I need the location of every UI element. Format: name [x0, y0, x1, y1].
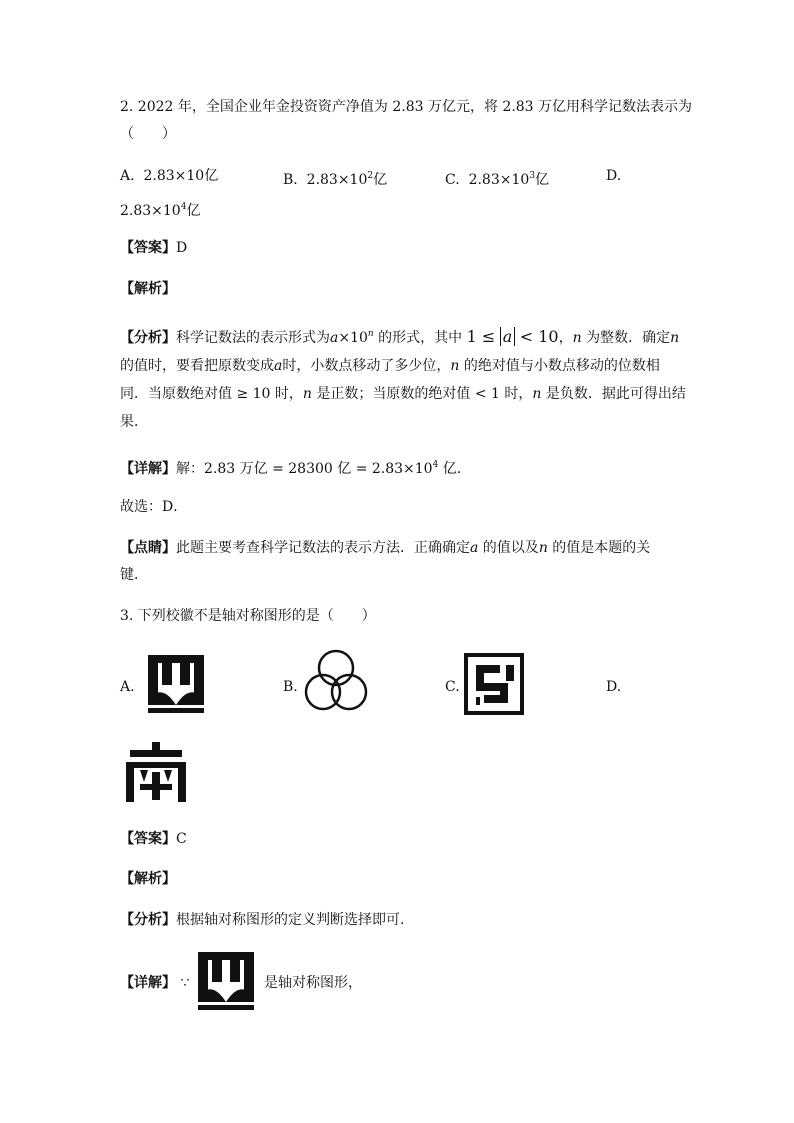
q2-analysis-tag — [120, 279, 176, 299]
q2-fenxi-line4: 果． — [120, 414, 148, 430]
q2-option-d-label: D. — [606, 168, 622, 184]
q3-stem: 3. 下列校徽不是轴对称图形的是（ ） — [120, 608, 376, 624]
q2-fenxi-var-n4: n — [302, 386, 312, 402]
q2-fenxi-var-a: a — [330, 330, 339, 346]
q3-option-d-label: D. — [606, 679, 622, 695]
q2-dianjing-line2: 键． — [120, 567, 148, 583]
q2-option-c-label: C. — [445, 172, 460, 188]
q3-analysis-tag-text: 【解析】 — [120, 871, 176, 887]
emblem-b-image — [303, 648, 369, 716]
q2-option-a-value: 2.83×10 — [143, 168, 205, 184]
q2-option-b-value: 2.83×10 — [306, 172, 368, 188]
q2-fenxi-text-3a: 同．当原数绝对值 ≥ 10 时， — [120, 386, 303, 402]
q2-fenxi-cond-abs: a — [500, 327, 516, 346]
q2-dianjing-line1 — [120, 538, 650, 558]
q2-option-a — [120, 166, 218, 186]
q2-option-d-exp: 4 — [180, 202, 187, 212]
q2-fenxi-text-3c: 是负数．据此可得出结 — [541, 386, 686, 402]
q3-answer-value: C — [176, 831, 187, 847]
q2-xiangjie — [120, 455, 471, 479]
q2-fenxi-var-n3: n — [450, 358, 460, 374]
q2-fenxi-line2 — [120, 356, 660, 376]
q2-fenxi-times: ×10 — [338, 330, 368, 346]
q2-dianjing-text-b: 的值以及 — [478, 540, 539, 556]
q2-xiangjie-unit: 亿． — [438, 461, 471, 477]
q2-option-a-label: A. — [120, 168, 135, 184]
q2-fenxi-text-2a: 的值时，要看把原数变成 — [120, 358, 274, 374]
q2-option-d-value: 2.83×10 — [120, 203, 181, 219]
emblem-a-repeat-image — [196, 950, 256, 1012]
q3-fenxi — [120, 910, 414, 930]
q2-fenxi-var-a2: a — [274, 358, 283, 374]
q3-fenxi-text: 根据轴对称图形的定义判断选择即可． — [176, 912, 414, 928]
q2-option-b-label: B. — [283, 172, 298, 188]
q2-fenxi-text-3b: 是正数；当原数的绝对值 < 1 时， — [311, 386, 533, 402]
q2-xiangjie-tag: 【详解】 — [120, 461, 176, 477]
q2-fenxi-cond-right: < 10 — [519, 327, 559, 346]
q2-analysis-tag-text: 【解析】 — [120, 281, 176, 297]
q2-answer-value: D — [176, 240, 188, 256]
q2-fenxi-text-1c: ， — [558, 330, 573, 346]
q3-answer-tag: 【答案】 — [120, 831, 176, 847]
q3-xiangjie-text: 是轴对称图形， — [264, 975, 362, 991]
q3-answer — [120, 829, 187, 849]
q3-xiangjie-tag: 【详解】 — [120, 975, 176, 991]
q2-option-b-unit: 亿 — [373, 172, 388, 188]
q2-dianjing-text-c: 的值是本题的关 — [547, 540, 651, 556]
q2-fenxi-line3 — [120, 384, 686, 404]
q2-answer-tag: 【答案】 — [120, 240, 176, 256]
q2-option-d-label-row — [606, 166, 621, 186]
emblem-d-image — [124, 740, 188, 804]
q2-option-c-exp: 3 — [529, 171, 536, 181]
q2-fenxi-var-n2: n — [670, 330, 680, 346]
q2-fenxi-line1 — [120, 324, 679, 348]
q2-fenxi-cond-left: 1 ≤ — [466, 327, 496, 346]
q2-fenxi-text-1a: 科学记数法的表示形式为 — [176, 330, 330, 346]
q2-fenxi-text-1d: 为整数．确定 — [581, 330, 671, 346]
q2-option-b — [283, 166, 387, 190]
q3-option-b-label: B. — [283, 679, 298, 695]
q3-because-symbol: ∵ — [180, 975, 190, 991]
q2-fenxi-tag: 【分析】 — [120, 330, 176, 346]
q2-fenxi-text-2b: 时，小数点移动了多少位， — [282, 358, 451, 374]
q2-fenxi-exp-n: n — [367, 329, 374, 339]
emblem-c-image — [464, 653, 524, 715]
q3-analysis-tag — [120, 869, 176, 889]
q2-dianjing-tag: 【点睛】 — [120, 540, 176, 556]
emblem-a-image — [146, 653, 206, 715]
q2-dianjing-var-a: a — [470, 540, 479, 556]
q2-fenxi-var-n: n — [572, 330, 582, 346]
q2-dianjing-text-a: 此题主要考查科学记数法的表示方法．正确确定 — [176, 540, 470, 556]
q2-fenxi-text-1b: 的形式，其中 — [373, 330, 463, 346]
q2-answer — [120, 238, 187, 258]
q2-option-a-unit: 亿 — [204, 168, 219, 184]
q2-fenxi-text-2c: 的绝对值与小数点移动的位数相 — [459, 358, 660, 374]
q2-option-c-unit: 亿 — [535, 172, 550, 188]
q2-fenxi-var-n5: n — [532, 386, 542, 402]
q2-guxuan: 故选：D． — [120, 499, 188, 515]
q3-option-c-label: C. — [445, 679, 460, 695]
q2-option-c — [445, 166, 549, 190]
q2-xiangjie-text: 解：2.83 万亿 = 28300 亿 = 2.83×10 — [176, 461, 433, 477]
q2-option-d-unit: 亿 — [186, 203, 201, 219]
q2-option-c-value: 2.83×10 — [468, 172, 530, 188]
q3-option-a-label: A. — [120, 679, 135, 695]
q2-xiangjie-exp: 4 — [432, 460, 439, 470]
q2-option-b-exp: 2 — [367, 171, 374, 181]
q2-option-d — [120, 197, 200, 221]
q2-dianjing-var-n: n — [538, 540, 548, 556]
q3-fenxi-tag: 【分析】 — [120, 912, 176, 928]
q3-xiangjie — [120, 973, 189, 993]
q2-stem-line1: 2. 2022 年，全国企业年金投资资产净值为 2.83 万亿元，将 2.83 万亿用科学记数法表示为 — [120, 99, 693, 115]
q2-stem-line2: （ ） — [120, 126, 176, 142]
